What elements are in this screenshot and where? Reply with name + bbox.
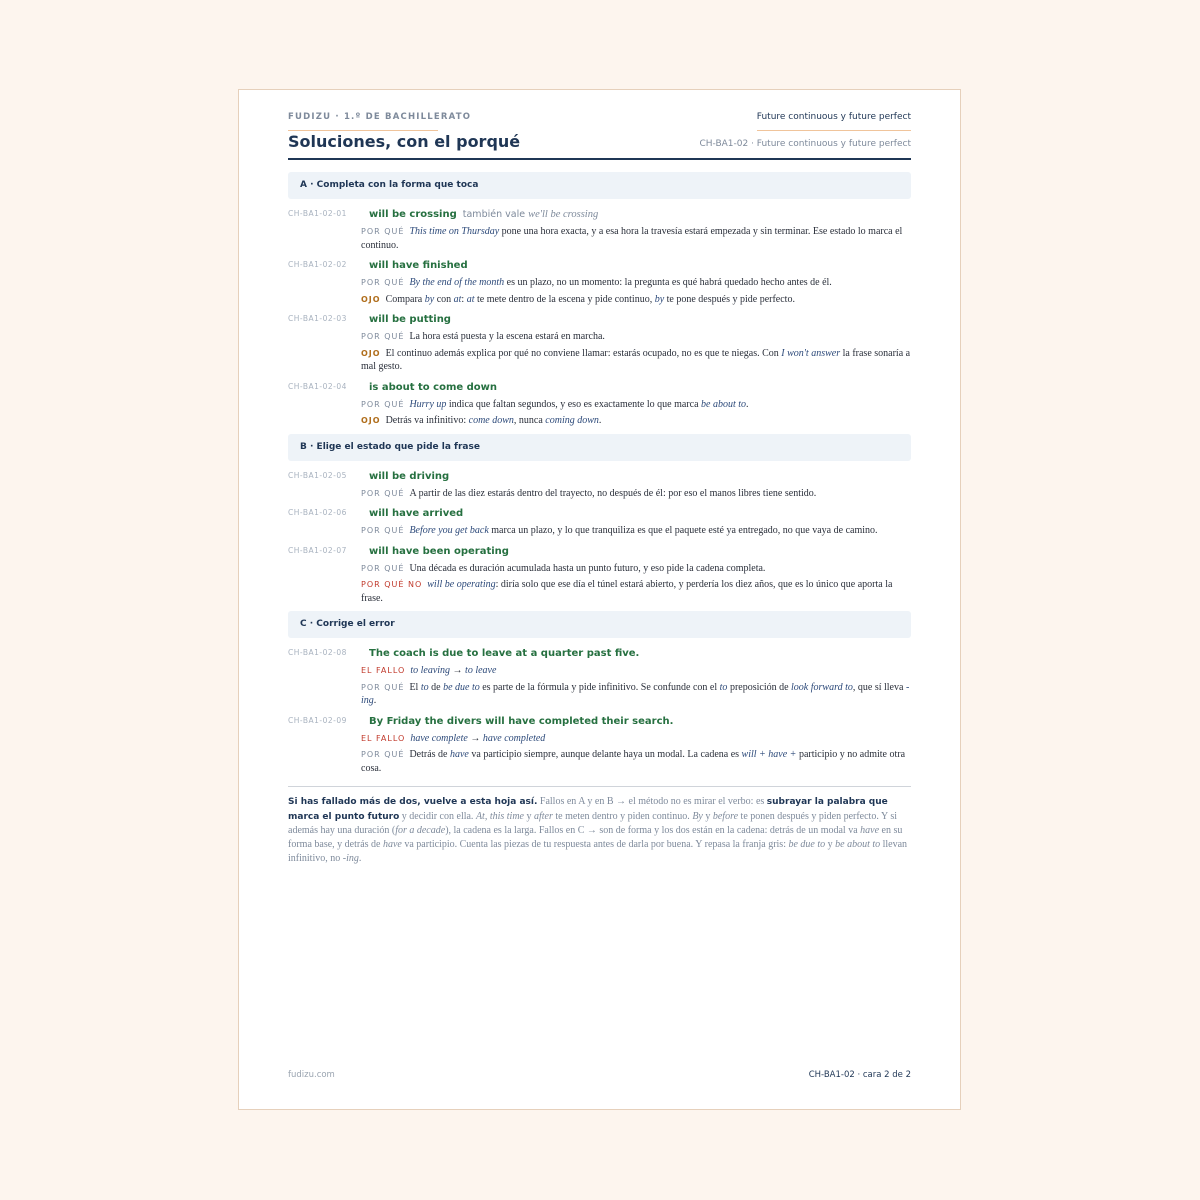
answer-text: will have arrived xyxy=(369,508,464,519)
item-code: CH-BA1-02-02 xyxy=(288,260,347,269)
section-header: A · Completa con la forma que toca xyxy=(288,172,911,199)
solution-item xyxy=(288,506,911,538)
item-code: CH-BA1-02-08 xyxy=(288,648,347,657)
ojo-note: OJO Compara by con at: at te mete dentro de la escena y pide continuo, by te pone después y pide perfecto. xyxy=(361,293,795,305)
topic-rule xyxy=(757,130,911,131)
review-note: Si has fallado más de dos, vuelve a esta hoja así. Fallos en A y en B → el método no es mirar el verbo: es subrayar la palabra que marca el punto futuro y decidir con ella. At, this time y after te meten dentro y piden continuo. By y before te ponen después y piden perfecto. Y si además hay una duración (for a decade), la cadena es la larga. Fallos en C → son de forma y los dos están en la cadena: detrás de un modal va have en su forma base, y detrás de have va participio. Cuenta las piezas de tu respuesta antes de darla por buena. Y repasa la franja gris: be due to y be about to llevan infinitivo, no -ing. xyxy=(288,796,908,864)
answer-text: will be driving xyxy=(369,470,450,482)
solution-item xyxy=(288,312,911,374)
solution-item xyxy=(288,380,911,428)
section-header: C · Corrige el error xyxy=(288,611,911,638)
solutions-content xyxy=(288,172,911,866)
also-valid: también vale we'll be crossing xyxy=(462,209,599,220)
answer-text: will have finished xyxy=(369,260,468,271)
footer-site: fudizu.com xyxy=(288,1070,335,1080)
ojo-note: OJO Detrás va infinitivo: come down, nunca coming down. xyxy=(361,415,602,426)
item-code: CH-BA1-02-05 xyxy=(288,470,347,480)
ojo-note: OJO El continuo además explica por qué no conviene llamar: estarás ocupado, no es que te niegas. Con I won't answer la frase sonaría a mal gesto. xyxy=(361,347,911,372)
solution-item xyxy=(288,544,911,606)
why-note: POR QUÉ Before you get back marca un plazo, y lo que tranquiliza es que el paquete esté ya entregado, no que vaya de camino. xyxy=(361,525,878,536)
item-code: CH-BA1-02-03 xyxy=(288,314,347,323)
answer-text: is about to come down xyxy=(369,381,498,393)
title-rule xyxy=(288,158,911,160)
solution-item xyxy=(288,207,911,252)
divider xyxy=(288,786,911,787)
section-header: B · Elige el estado que pide la frase xyxy=(288,434,911,461)
why-note: POR QUÉ This time on Thursday pone una hora exacta, y a esa hora la travesía estará empezada y sin terminar. Ese estado lo marca el continuo. xyxy=(361,226,903,251)
item-code: CH-BA1-02-04 xyxy=(288,381,347,391)
why-note: POR QUÉ A partir de las diez estarás dentro del trayecto, no después de él: por eso el manos libres tiene sentido. xyxy=(361,487,817,499)
item-code: CH-BA1-02-07 xyxy=(288,545,347,555)
answer-text: By Friday the divers will have completed their search. xyxy=(369,715,674,727)
solution-item xyxy=(288,258,911,306)
why-note: POR QUÉ Detrás de have va participio siempre, aunque delante haya un modal. La cadena es will + have + participio y no admite otra cosa. xyxy=(361,749,906,774)
solution-item xyxy=(288,646,911,708)
solution-item xyxy=(288,714,911,776)
solution-item xyxy=(288,469,911,501)
why-note: POR QUÉ By the end of the month es un plazo, no un momento: la pregunta es qué habrá quedado hecho antes de él. xyxy=(361,277,832,288)
worksheet-page xyxy=(238,89,961,1110)
why-note: POR QUÉ Hurry up indica que faltan segundos, y eso es exactamente lo que marca be about to. xyxy=(361,398,749,410)
why-note: POR QUÉ Una década es duración acumulada hasta un punto futuro, y eso pide la cadena completa. xyxy=(361,562,766,574)
sheet-code: CH-BA1-02 · Future continuous y future perfect xyxy=(699,139,911,149)
item-code: CH-BA1-02-06 xyxy=(288,508,347,517)
footer-page: CH-BA1-02 · cara 2 de 2 xyxy=(808,1070,911,1080)
page-title: Soluciones, con el porqué xyxy=(288,132,521,151)
why-note: POR QUÉ La hora está puesta y la escena estará en marcha. xyxy=(361,331,605,342)
answer-text: The coach is due to leave at a quarter past five. xyxy=(369,648,640,659)
brand-label: FUDIZU · 1.º DE BACHILLERATO xyxy=(288,112,472,122)
why-not-note: POR QUÉ NO will be operating: diría solo que ese día el túnel estará abierto, y perdería los diez años, que es lo único que aporta la frase. xyxy=(361,579,893,604)
item-code: CH-BA1-02-01 xyxy=(288,209,347,218)
answer-text: will be crossing también vale we'll be crossing xyxy=(369,209,599,220)
error-note: EL FALLO have complete → have completed xyxy=(361,732,546,744)
topic-label: Future continuous y future perfect xyxy=(756,112,911,122)
brand-rule xyxy=(288,130,438,131)
why-note: POR QUÉ El to de be due to es parte de la fórmula y pide infinitivo. Se confunde con el to preposición de look forward to, que sí lleva -ing. xyxy=(361,681,910,706)
answer-text: will be putting xyxy=(369,314,451,325)
error-note: EL FALLO to leaving → to leave xyxy=(361,665,497,676)
item-code: CH-BA1-02-09 xyxy=(288,715,347,725)
answer-text: will have been operating xyxy=(369,545,509,557)
